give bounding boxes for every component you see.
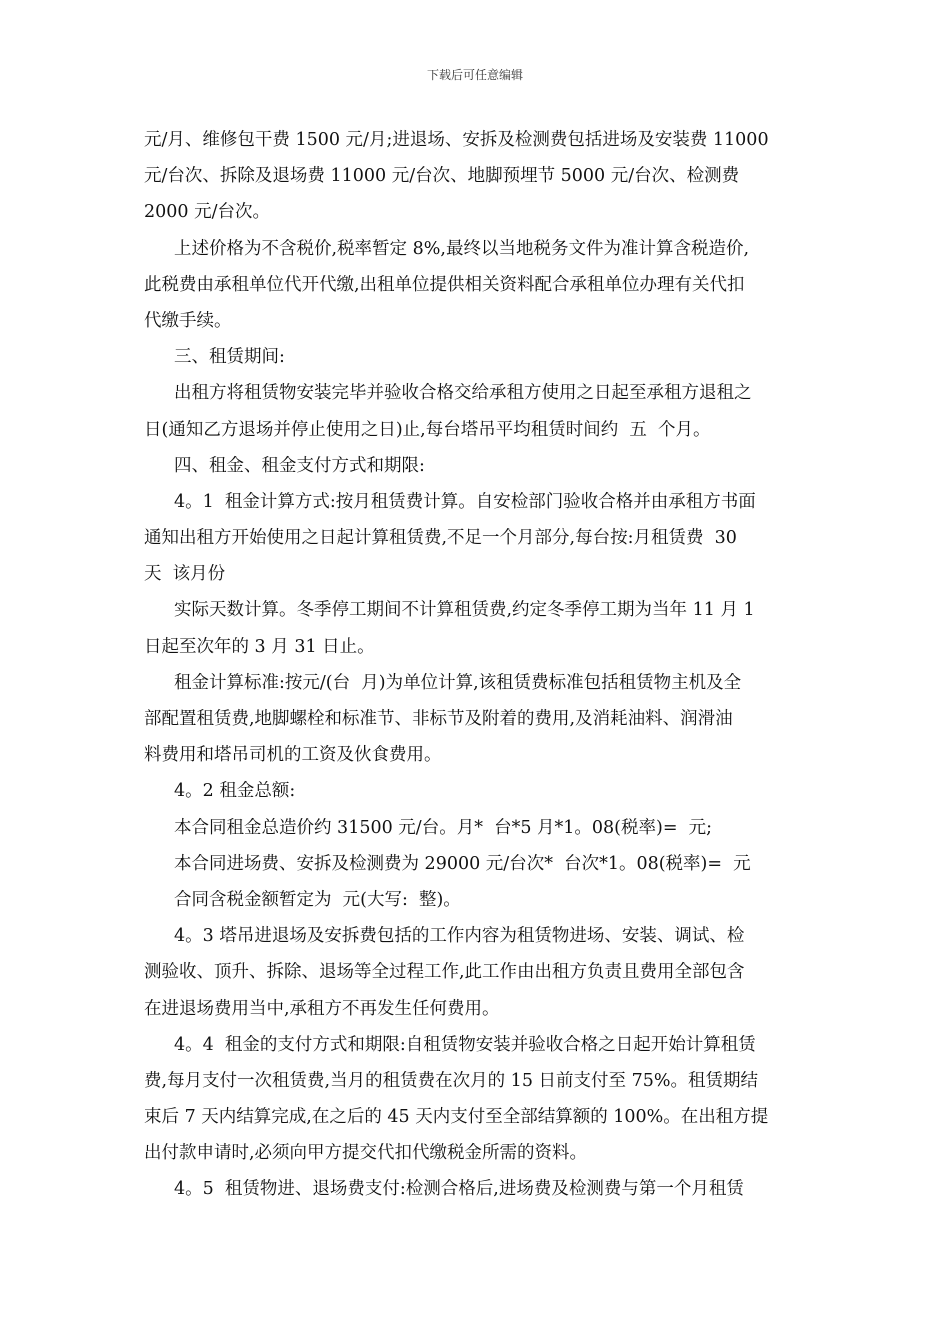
text-line: 通知出租方开始使用之日起计算租赁费,不足一个月部分,每台按:月租赁费 30 (144, 528, 737, 549)
text-line: 在进退场费用当中,承租方不再发生任何费用。 (144, 998, 500, 1019)
text-line: 天 该月份 (144, 564, 226, 585)
text-line: 4。1 租金计算方式:按月租赁费计算。自安检部门验收合格并由承租方书面 (174, 491, 756, 512)
text-line: 元/台次、拆除及退场费 11000 元/台次、地脚预埋节 5000 元/台次、检测费 (144, 166, 740, 187)
text-line: 日(通知乙方退场并停止使用之日)止,每台塔吊平均租赁时间约 五 个月。 (144, 419, 711, 440)
section-heading: 三、租赁期间: (174, 347, 285, 368)
text-line: 租金计算标准:按元/(台 月)为单位计算,该租赁费标准包括租赁物主机及全 (174, 672, 742, 693)
text-line: 部配置租赁费,地脚螺栓和标准节、非标节及附着的费用,及消耗油料、润滑油 (144, 709, 733, 729)
document-body (144, 122, 808, 1208)
section-heading: 四、租金、租金支付方式和期限: (174, 455, 425, 476)
text-line: 4。5 租赁物进、退场费支付:检测合格后,进场费及检测费与第一个月租赁 (174, 1179, 744, 1200)
text-line: 2000 元/台次。 (144, 202, 270, 223)
text-line: 本合同进场费、安拆及检测费为 29000 元/台次* 台次*1。08(税率)= 元 (174, 853, 751, 874)
text-line: 料费用和塔吊司机的工资及伙食费用。 (144, 745, 442, 766)
page-header: 下载后可任意编辑 (426, 68, 523, 82)
text-line: 费,每月支付一次租赁费,当月的租赁费在次月的 15 日前支付至 75%。租赁期结 (144, 1070, 758, 1091)
text-line: 束后 7 天内结算完成,在之后的 45 天内支付至全部结算额的 100%。在出租方提 (144, 1107, 769, 1128)
text-line: 测验收、顶升、拆除、退场等全过程工作,此工作由出租方负责且费用全部包含 (144, 962, 745, 983)
text-line: 出租方将租赁物安装完毕并验收合格交给承租方使用之日起至承租方退租之 (174, 383, 752, 404)
text-line: 此税费由承租单位代开代缴,出租单位提供相关资料配合承租单位办理有关代扣 (144, 274, 745, 295)
text-line: 4。2 租金总额: (174, 781, 296, 802)
text-line: 本合同租金总造价约 31500 元/台。月* 台*5 月*1。08(税率)= 元; (174, 817, 713, 838)
text-line: 代缴手续。 (144, 310, 232, 331)
text-line: 4。3 塔吊进退场及安拆费包括的工作内容为租赁物进场、安装、调试、检 (174, 926, 745, 947)
text-line: 上述价格为不含税价,税率暂定 8%,最终以当地税务文件为准计算含税造价, (174, 238, 750, 259)
text-line: 出付款申请时,必须向甲方提交代扣代缴税金所需的资料。 (144, 1143, 588, 1164)
text-line: 4。4 租金的支付方式和期限:自租赁物安装并验收合格之日起开始计算租赁 (174, 1034, 756, 1055)
text-line: 日起至次年的 3 月 31 日止。 (144, 636, 375, 657)
text-line: 合同含税金额暂定为 元(大写: 整)。 (174, 889, 461, 910)
text-line: 实际天数计算。冬季停工期间不计算租赁费,约定冬季停工期为当年 11 月 1 (174, 600, 755, 621)
text-line: 元/月、维修包干费 1500 元/月;进退场、安拆及检测费包括进场及安装费 11000 (144, 130, 769, 150)
